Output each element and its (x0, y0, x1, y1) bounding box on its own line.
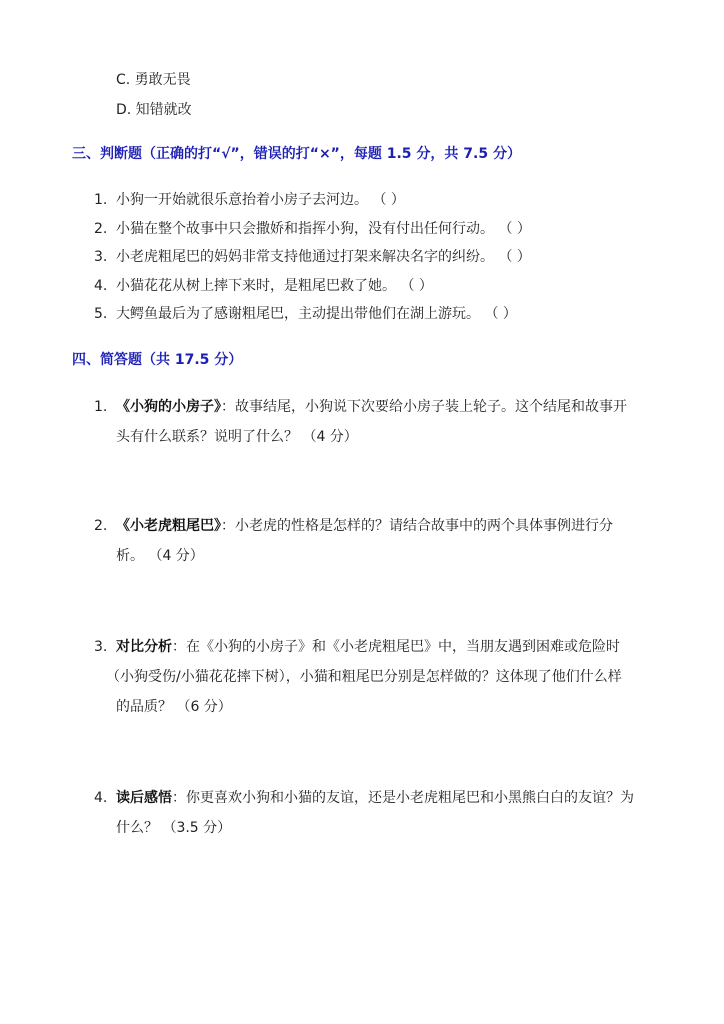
answer-space[interactable] (94, 455, 654, 510)
item-number: 5. (94, 306, 108, 322)
item-number: 2. (94, 518, 108, 534)
item-text: 小猫花花从树上摔下来时，是粗尾巴救了她。 （ ） (116, 278, 433, 294)
section-heading-true-false: 三、判断题（正确的打“√”，错误的打“×”，每题 1.5 分，共 7.5 分） (72, 146, 521, 162)
section-heading-short-answer: 四、简答题（共 17.5 分） (72, 352, 243, 368)
option-c: C. 勇敢无畏 (116, 72, 191, 88)
true-false-item (94, 219, 531, 239)
short-answer-item (94, 511, 674, 571)
item-number: 4. (94, 278, 108, 294)
item-number: 1. (94, 399, 108, 415)
item-text: 小猫在整个故事中只会撒娇和指挥小狗，没有付出任何行动。 （ ） (116, 221, 531, 237)
answer-space[interactable] (94, 725, 654, 780)
item-question-cont: （小狗受伤/小猫花花摔下树），小猫和粗尾巴分别是怎样做的？这体现了他们什么样 (106, 669, 622, 685)
true-false-item (94, 304, 517, 324)
answer-space[interactable] (94, 850, 654, 1000)
answer-space[interactable] (94, 575, 654, 635)
item-number: 1. (94, 192, 108, 208)
item-text: 小狗一开始就很乐意抬着小房子去河边。 （ ） (116, 192, 405, 208)
item-number: 4. (94, 790, 108, 806)
short-answer-item (94, 632, 674, 722)
item-title: 《小老虎粗尾巴》 (116, 518, 221, 534)
item-text: 大鳄鱼最后为了感谢粗尾巴，主动提出带他们在湖上游玩。 （ ） (116, 306, 517, 322)
item-question: ：小老虎的性格是怎样的？请结合故事中的两个具体事例进行分 (221, 518, 613, 534)
short-answer-item (94, 392, 674, 452)
item-text: 小老虎粗尾巴的妈妈非常支持他通过打架来解决名字的纠纷。 （ ） (116, 249, 531, 265)
item-title: 对比分析 (116, 639, 172, 655)
item-question: ：在《小狗的小房子》和《小老虎粗尾巴》中，当朋友遇到困难或危险时 (172, 639, 620, 655)
item-number: 3. (94, 639, 108, 655)
true-false-item (94, 276, 433, 296)
true-false-item (94, 247, 531, 267)
item-question: ：故事结尾，小狗说下次要给小房子装上轮子。这个结尾和故事开 (221, 399, 627, 415)
item-question-cont: 析。 （4 分） (116, 548, 204, 564)
item-number: 2. (94, 221, 108, 237)
short-answer-item (94, 783, 674, 843)
item-question-cont: 的品质？ （6 分） (116, 699, 232, 715)
item-number: 3. (94, 249, 108, 265)
item-question-cont: 什么？ （3.5 分） (116, 820, 232, 836)
item-question: ：你更喜欢小狗和小猫的友谊，还是小老虎粗尾巴和小黑熊白白的友谊？为 (172, 790, 634, 806)
option-d: D. 知错就改 (116, 102, 192, 118)
true-false-item (94, 190, 405, 210)
item-title: 《小狗的小房子》 (116, 399, 221, 415)
item-title: 读后感悟 (116, 790, 172, 806)
item-question-cont: 头有什么联系？说明了什么？ （4 分） (116, 429, 358, 445)
